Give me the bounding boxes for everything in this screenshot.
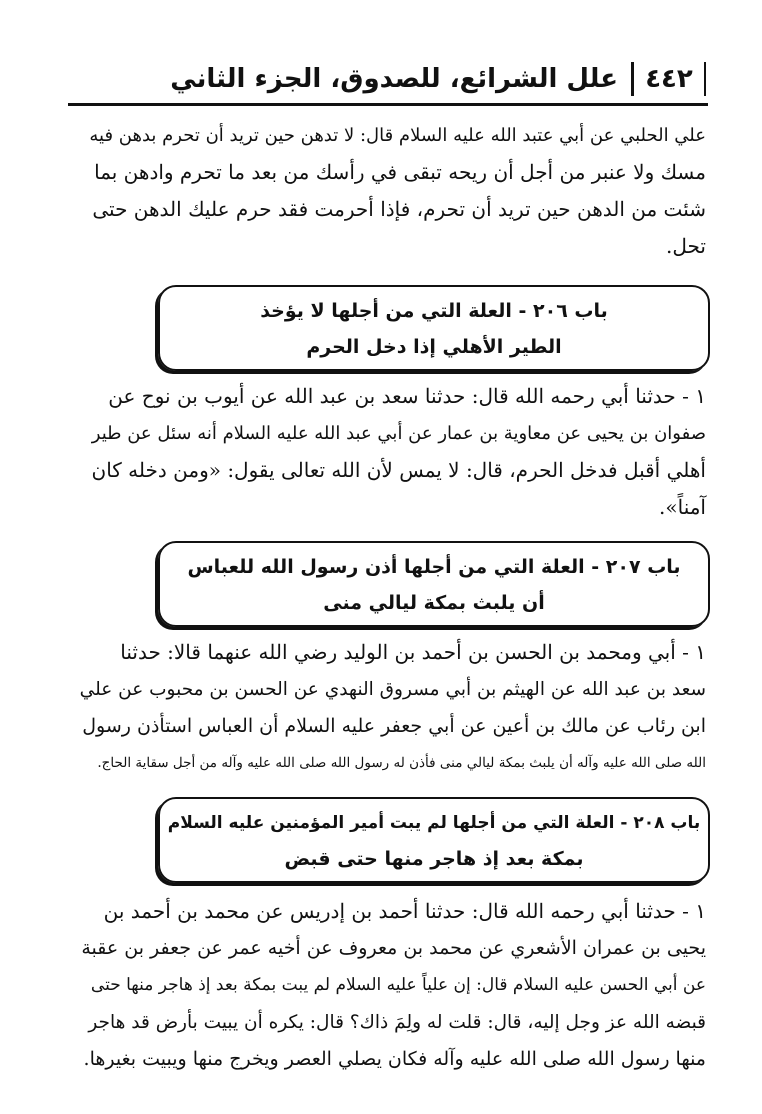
text-line: الله صلى الله عليه وآله أن يلبث بمكة ليالي منى فأذن له رسول الله صلى الله عليه وآله من أجل سقاية الحاج.	[97, 755, 706, 771]
chapter-heading-box	[158, 541, 710, 627]
header-divider	[68, 103, 708, 106]
text-line: عن أبي الحسن عليه السلام قال: إن علياً عليه السلام لم يبت بمكة بعد إذ هاجر منها حتى	[90, 975, 706, 995]
hadith-paragraph	[70, 893, 706, 1078]
chapter-heading-line: الطير الأهلي إذا دخل الحرم	[306, 336, 562, 358]
hadith-paragraph	[70, 378, 706, 526]
chapter-heading-line: باب ٢٠٧ - العلة التي من أجلها أذن رسول الله للعباس	[187, 556, 681, 578]
text-line: آمناً».	[659, 495, 706, 519]
hadith-paragraph	[70, 634, 706, 782]
text-line: ١ - حدثنا أبي رحمه الله قال: حدثنا سعد بن عبد الله عن أيوب بن نوح عن	[108, 384, 706, 408]
text-line: ابن رئاب عن مالك بن أعين عن أبي جعفر عليه السلام أن العباس استأذن رسول	[82, 715, 706, 737]
chapter-heading-box	[158, 285, 710, 371]
text-line: سعد بن عبد الله عن الهيثم بن أبي مسروق النهدي عن الحسن بن محبوب عن علي	[79, 679, 706, 700]
text-line: شئت من الدهن حين تريد أن تحرم، فإذا أحرمت فقد حرم عليك الدهن حتى	[92, 197, 706, 221]
text-line: ١ - أبي ومحمد بن الحسن بن أحمد بن الوليد رضي الله عنهما قالا: حدثنا	[120, 640, 706, 664]
book-title: علل الشرائع، للصدوق، الجزء الثاني	[170, 64, 618, 94]
chapter-heading-line: أن يلبث بمكة ليالي منى	[323, 592, 545, 614]
chapter-heading-line: باب ٢٠٨ - العلة التي من أجلها لم يبت أمير المؤمنين عليه السلام	[167, 813, 701, 833]
text-line: صفوان بن يحيى عن معاوية بن عمار عن أبي عبد الله عليه السلام أنه سئل عن طير	[91, 423, 706, 444]
text-line: مسك ولا عنبر من أجل أن ريحه تبقى في رأسك من بعد ما تحرم وادهن بما	[94, 160, 706, 184]
chapter-heading-line: بمكة بعد إذ هاجر منها حتى قبض	[284, 848, 584, 870]
text-line: يحيى بن عمران الأشعري عن محمد بن معروف عن أخيه عمر عن جعفر بن عقبة	[81, 937, 706, 959]
text-line: قبضه الله عز وجل إليه، قال: قلت له ولِمَ ذاك؟ قال: يكره أن يبيت بأرض قد هاجر	[88, 1012, 706, 1033]
text-line: علي الحلبي عن أبي عتبد الله عليه السلام قال: لا تدهن حين تريد أن تحرم بدهن فيه	[89, 125, 706, 146]
text-line: تحل.	[666, 234, 706, 258]
chapter-heading-line: باب ٢٠٦ - العلة التي من أجلها لا يؤخذ	[260, 300, 608, 322]
chapter-heading-box	[158, 797, 710, 883]
text-line: منها رسول الله صلى الله عليه وآله فكان يصلي العصر ويخرج منها ويبيت بغيرها.	[83, 1048, 706, 1070]
text-line: أهلي أقبل فدخل الحرم، قال: لا يمس لأن الله تعالى يقول: «ومن دخله كان	[91, 458, 706, 482]
page-header	[68, 58, 708, 102]
intro-paragraph	[70, 117, 706, 265]
text-line: ١ - حدثنا أبي رحمه الله قال: حدثنا أحمد بن إدريس عن محمد بن أحمد بن	[103, 899, 706, 923]
page-number: ٤٤٢	[631, 62, 706, 96]
